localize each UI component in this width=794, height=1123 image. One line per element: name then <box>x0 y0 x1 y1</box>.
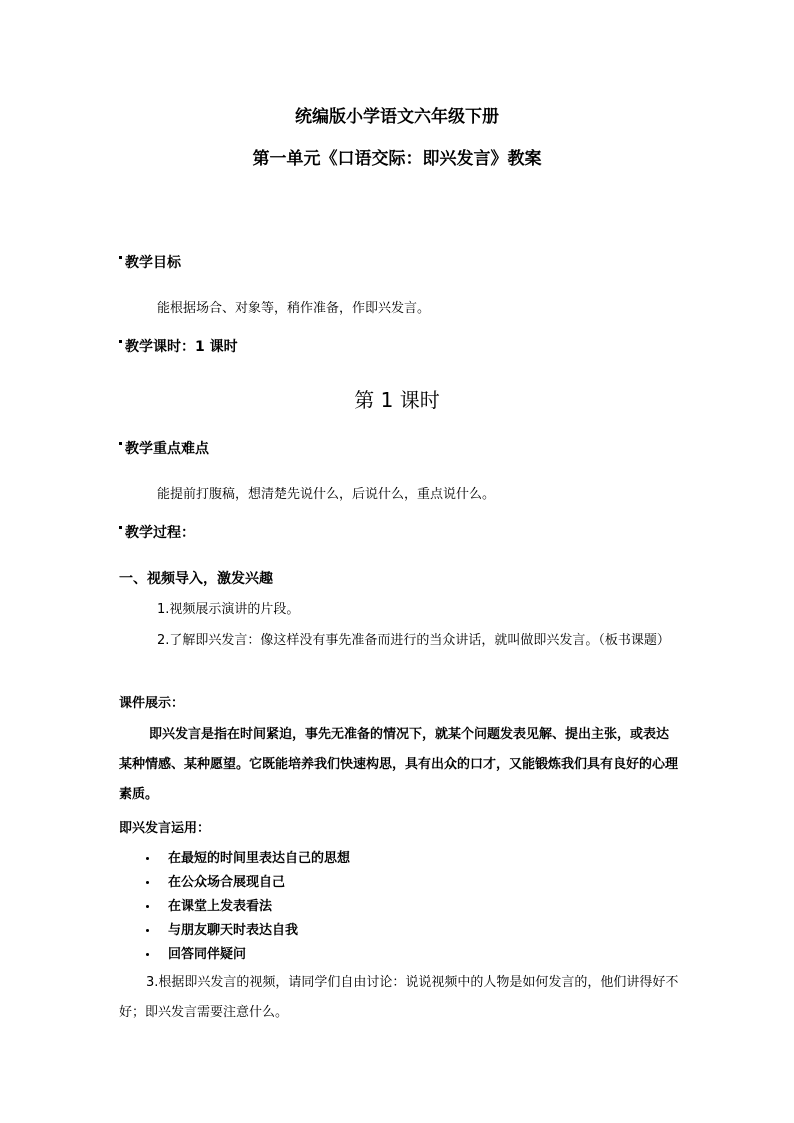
bullet-icon <box>146 905 149 908</box>
list-item: 在最短的时间里表达自己的思想 <box>146 847 350 871</box>
bullet-icon <box>146 881 149 884</box>
step-2: 2.了解即兴发言：像这样没有事先准备而进行的当众讲话，就叫做即兴发言。（板书课题） <box>157 633 670 648</box>
definition-paragraph: 即兴发言是指在时间紧迫，事先无准备的情况下，就某个问题发表见解、提出主张，或表达某种情感、某种愿望。它既能培养我们快速构思，具有出众的口才，又能锻炼我们具有良好的心理素质。 <box>119 727 679 802</box>
usage-label: 即兴发言运用： <box>119 821 211 836</box>
list-item: 在公众场合展现自己 <box>146 871 350 895</box>
list-item: 在课堂上发表看法 <box>146 895 350 919</box>
step-1: 1.视频展示演讲的片段。 <box>157 602 300 617</box>
goal-heading <box>119 252 181 274</box>
hours-heading-text: 教学课时：1 课时 <box>125 339 238 355</box>
lesson-title: 第 1 课时 <box>354 388 440 412</box>
keypoints-text: 能提前打腹稿，想清楚先说什么，后说什么，重点说什么。 <box>157 487 496 502</box>
bullet-icon <box>146 929 149 932</box>
keypoints-heading-text: 教学重点难点 <box>125 441 209 457</box>
bullet-icon <box>146 953 149 956</box>
heading-marker-icon <box>119 340 122 343</box>
heading-marker-icon <box>119 442 122 445</box>
hours-heading <box>119 336 238 358</box>
usage-list <box>146 847 350 967</box>
heading-marker-icon <box>119 256 122 259</box>
goal-text: 能根据场合、对象等，稍作准备，作即兴发言。 <box>157 301 431 316</box>
document-subtitle: 第一单元《口语交际：即兴发言》教案 <box>252 149 542 169</box>
courseware-label: 课件展示： <box>119 696 185 711</box>
bullet-icon <box>146 857 149 860</box>
process-heading-text: 教学过程： <box>125 525 195 541</box>
step-3: 3.根据即兴发言的视频，请同学们自由讨论：说说视频中的人物是如何发言的，他们讲得好不好；即兴发言需要注意什么。 <box>119 975 679 1020</box>
process-heading <box>119 522 195 544</box>
document-title: 统编版小学语文六年级下册 <box>295 107 499 127</box>
heading-marker-icon <box>119 526 122 529</box>
keypoints-heading <box>119 438 209 460</box>
section-title: 一、视频导入，激发兴趣 <box>119 571 273 587</box>
goal-heading-text: 教学目标 <box>125 255 181 271</box>
list-item: 与朋友聊天时表达自我 <box>146 919 350 943</box>
list-item: 回答同伴疑问 <box>146 943 350 967</box>
